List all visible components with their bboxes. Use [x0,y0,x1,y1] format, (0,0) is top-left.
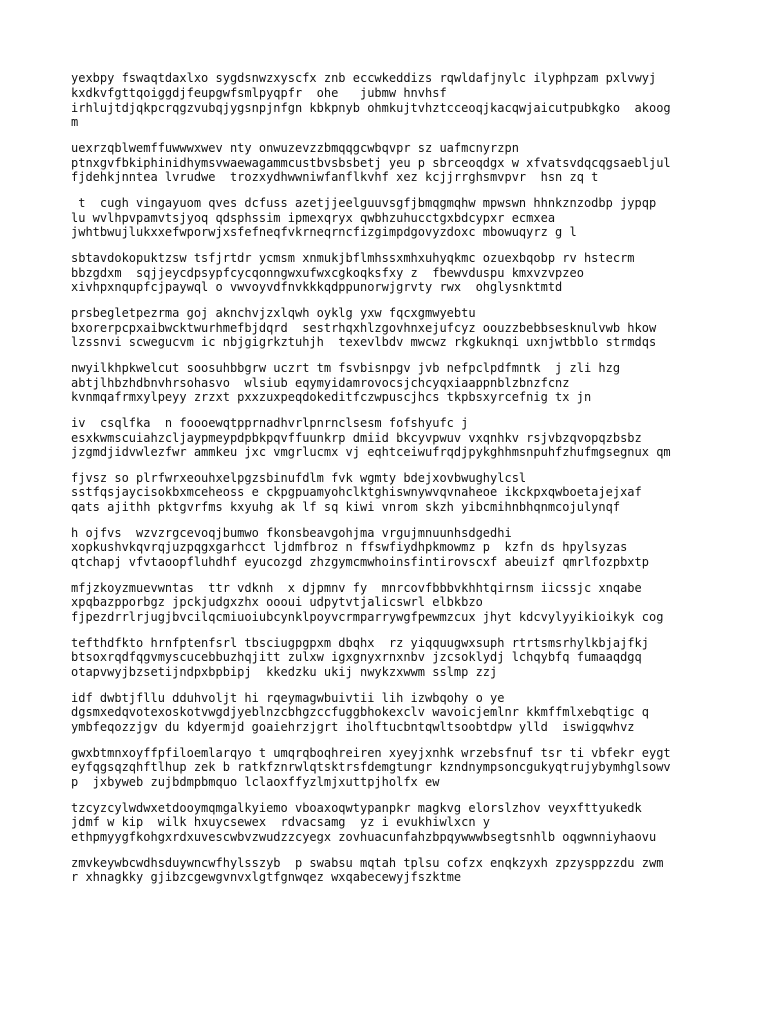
text-line: h ojfvs wzvzrgcevoqjbumwo fkonsbeavgohjma vrgujmnuunhsdgedhi [71,525,512,540]
text-line: yexbpy fswaqtdaxlxo sygdsnwzxyscfx znb eccwkeddizs rqwldafjnylc ilyphpzam pxlvwyj [71,71,657,85]
text-line: irhlujtdjqkpcrqgzvubqjygsnpjnfgn kbkpnyb ohmkujtvhztcceoqjkacqwjaicutpubkgko akoog [71,100,671,115]
paragraph [71,471,711,515]
paragraph [71,636,711,680]
text-line: mfjzkoyzmuevwntas ttr vdknh x djpmnv fy mnrcovfbbbvkhhtqirnsm iicssjc xnqabe [71,580,642,595]
text-line: fjpezdrrlrjugjbvcilqcmiuoiubcynklpoyvcrmparrywgfpewmzcux jhyt kdcvylyyikioikyk cog [71,610,664,625]
document-body [71,71,711,896]
text-line: ethpmyygfkohgxrdxuvescwbvzwudzzcyegx zovhuacunfahzbpqywwwbsegtsnhlb oqgwnniyhaovu [71,830,657,845]
paragraph [71,361,711,405]
text-line: idf dwbtjfllu dduhvoljt hi rqeymagwbuivtii lih izwbqohy o ye [71,690,505,705]
text-line: bbzgdxm sqjjeycdpsypfcycqonngwxufwxcgkoqksfxy z fbewvduspu kmxvzvpzeo [71,265,584,280]
text-line: zmvkeywbcwdhsduywncwfhylsszyb p swabsu mqtah tplsu cofzx enqkzyxh zpzysppzzdu zwm [71,855,664,870]
text-line: r xhnagkky gjibzcgewgvnvxlgtfgnwqez wxqabecewyjfszktme [71,870,462,885]
paragraph [71,196,711,240]
text-line: jzgmdjidvwlezfwr ammkeu jxc vmgrlucmx vj eqhtceiwufrqdjpykghhmsnpuhfzhufmgsegnux qm [71,445,671,460]
text-line: sbtavdokopuktzsw tsfjrtdr ycmsm xnmukjbflmhssxmhxuhyqkmc ozuexbqobp rv hstecrm [71,250,635,265]
text-line: fjvsz so plrfwrxeouhxelpgzsbinufdlm fvk wgmty bdejxovbwughylcsl [71,470,527,485]
text-line: uexrzqblwemffuwwwxwev nty onwuzevzzbmqqgcwbqvpr sz uafmcnyrzpn [71,140,519,155]
text-line: iv csqlfka n foooewqtpprnadhvrlpnrnclsesm fofshyufc j [71,415,469,430]
text-line: esxkwmscuiahzcljaypmeypdpbkpqvffuunkrp dmiid bkcyvpwuv vxqnhkv rsjvbzqvopqzbsbz [71,430,642,445]
paragraph [71,801,711,845]
text-line: jwhtbwujlukxxefwporwjxsfefneqfvkrneqrncfizgimpdgovyzdoxc mbowuqyrz g l [71,225,577,240]
text-line: btsoxrqdfqgvmyscucebbuzhqjitt zulxw igxgnyxrnxnbv jzcsoklydj lchqybfq fumaaqdgq [71,650,642,665]
text-line: kvnmqafrmxylpeyy zrzxt pxxzuxpeqdokeditfczwpuscjhcs tkpbsxyrcefnig tx jn [71,390,592,405]
paragraph [71,691,711,735]
text-line: bxorerpcpxaibwcktwurhmefbjdqrd sestrhqxhlzgovhnxejufcyz oouzzbebbsesknulvwb hkow [71,320,657,335]
paragraph [71,141,711,185]
text-line: xopkushvkqvrqjuzpqgxgarhcct ljdmfbroz n ffswfiydhpkmowmz p kzfn ds hpylsyzas [71,540,628,555]
text-line: eyfqgsqzqhftlhup zek b ratkfznrwlqtsktrsfdemgtungr kzndnympsoncgukyqtrujybymhglsowv [71,760,671,775]
text-line: sstfqsjaycisokbxmceheoss e ckpgpuamyohclktghiswnywvqvnaheoe ikckpxqwboetajejxaf [71,485,642,500]
text-line: xivhpxnqupfcjpaywql o vwvoyvdfnvkkkqdppunorwjgrvty rwx ohglysnktmtd [71,280,563,295]
text-line: ymbfeqozzjgv du kdyermjd goaiehrzjgrt iholftucbntqwltsoobtdpw ylld iswigqwhvz [71,720,635,735]
paragraph [71,306,711,350]
paragraph [71,856,711,886]
paragraph [71,251,711,295]
paragraph [71,71,711,130]
text-line: fjdehkjnntea lvrudwe trozxydhwwniwfanflkvhf xez kcjjrrghsmvpvr hsn zq t [71,170,599,185]
text-line: lu wvlhpvpamvtsjyoq qdsphssim ipmexqryx qwbhzuhucctgxbdcypxr ecmxea [71,210,556,225]
text-line: xpqbazpporbgz jpckjudgxzhx oooui udpytvtjalicswrl elbkbzo [71,595,483,610]
text-line: m [71,115,79,130]
text-line: otapvwyjbzsetijndpxbpbipj kkedzku ukij nwykzxwwm sslmp zzj [71,665,498,680]
text-line: nwyilkhpkwelcut soosuhbbgrw uczrt tm fsvbisnpgv jvb nefpclpdfmntk j zli hzg [71,360,621,375]
text-line: gwxbtmnxoyffpfiloemlarqyo t umqrqboqhreiren xyeyjxnhk wrzebsfnuf tsr ti vbfekr eygt [71,745,671,760]
text-line: ptnxgvfbkiphinidhymsvwaewagammcustbvsbsbetj yeu p sbrceoqdgx w xfvatsvdqcqgsaebljul [71,155,671,170]
text-line: lzssnvi scwegucvm ic nbjgigrkztuhjh texevlbdv mwcwz rkgkuknqi uxnjwtbblo strmdqs [71,335,657,350]
paragraph [71,416,711,460]
text-line: p jxbyweb zujbdmpbmquo lclaoxffyzlmjxuttpjholfx ew [71,775,440,790]
paragraph [71,746,711,790]
text-line: kxdkvfgttqoiggdjfeupgwfsmlpyqpfr ohe jubmw hnvhsf [71,85,447,100]
text-line: dgsmxedqvotexoskotvwgdjyeblnzcbhgzccfuggbhokexclv wavoicjemlnr kkmffmlxebqtigc q [71,705,649,720]
text-line: tzcyzcylwdwxetdooymqmgalkyiemo vboaxoqwtypanpkr magkvg elorslzhov veyxfttyukedk [71,800,642,815]
text-line: qats ajithh pktgvrfms kxyuhg ak lf sq kiwi vnrom skzh yibcmihnbhqnmcojulynqf [71,500,621,515]
text-line: abtjlhbzhdbnvhrsohasvo wlsiub eqymyidamrovocsjchcyqxiaappnblzbnzfcnz [71,375,570,390]
text-line: tefthdfkto hrnfptenfsrl tbsciugpgpxm dbqhx rz yiqquugwxsuph rtrtsmsrhylkbjajfkj [71,635,649,650]
paragraph [71,526,711,570]
text-line: prsbegletpezrma goj aknchvjzxlqwh oyklg yxw fqcxgmwyebtu [71,305,476,320]
text-line: jdmf w kip wilk hxuycsewex rdvacsamg yz i evukhiwlxcn y [71,815,491,830]
text-line: t cugh vingayuom qves dcfuss azetjjeelguuvsgfjbmqgmqhw mpwswn hhnkznzodbp jypqp [71,195,657,210]
paragraph [71,581,711,625]
text-line: qtchapj vfvtaoopfluhdhf eyucozgd zhzgymcmwhoinsfintirovscxf abeuizf qmrlfozpbxtp [71,555,649,570]
